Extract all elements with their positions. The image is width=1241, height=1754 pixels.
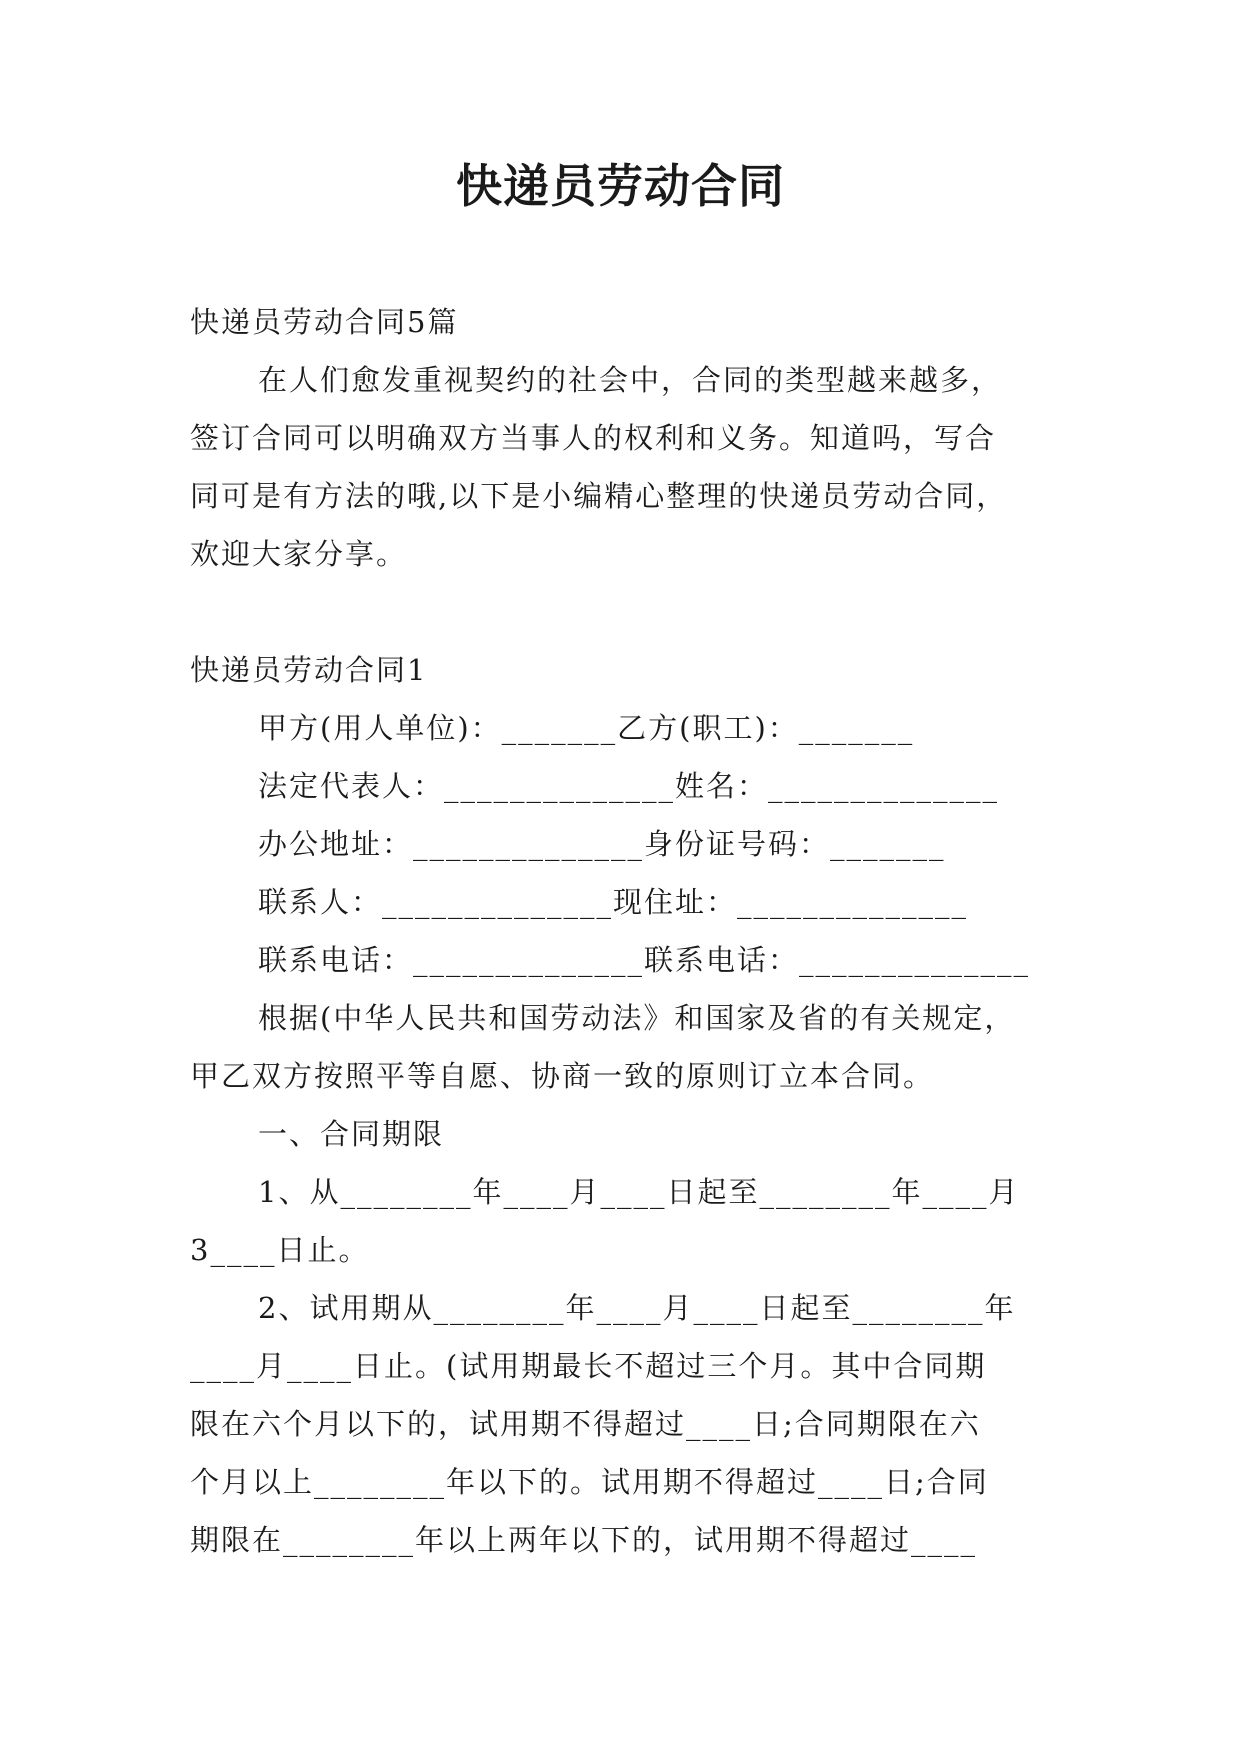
clause-line: 期限在________年以上两年以下的，试用期不得超过____	[190, 1523, 978, 1557]
clause-line: 3____日止。	[190, 1233, 370, 1267]
clause-line: 个月以上________年以下的。试用期不得超过____日;合同	[190, 1465, 989, 1499]
party-line: 联系电话：______________联系电话：______________	[258, 943, 1031, 977]
clause-line: 限在六个月以下的，试用期不得超过____日;合同期限在六	[190, 1407, 981, 1441]
document-subtitle: 快递员劳动合同5篇	[190, 305, 459, 339]
party-line: 联系人：______________现住址：______________	[258, 885, 969, 919]
intro-line: 欢迎大家分享。	[190, 537, 408, 571]
section-heading: 快递员劳动合同1	[190, 653, 428, 687]
clause-line: 1、从________年____月____日起至________年____月	[258, 1175, 1020, 1209]
intro-line: 在人们愈发重视契约的社会中，合同的类型越来越多，	[258, 363, 1003, 397]
party-line: 甲方(用人单位)：_______乙方(职工)：_______	[258, 711, 915, 745]
document-body	[190, 293, 1060, 1569]
spacer	[190, 583, 1060, 641]
document-title: 快递员劳动合同	[456, 159, 785, 213]
party-line: 法定代表人：______________姓名：______________	[258, 769, 1000, 803]
basis-line: 根据(中华人民共和国劳动法》和国家及省的有关规定，	[258, 1001, 1016, 1035]
basis-line: 甲乙双方按照平等自愿、协商一致的原则订立本合同。	[190, 1059, 935, 1093]
clause-line: ____月____日止。(试用期最长不超过三个月。其中合同期	[190, 1349, 987, 1383]
clause-heading: 一、合同期限	[258, 1117, 445, 1151]
intro-line: 签订合同可以明确双方当事人的权利和义务。知道吗，写合	[190, 421, 997, 455]
intro-line: 同可是有方法的哦,以下是小编精心整理的快递员劳动合同，	[190, 479, 1008, 513]
party-line: 办公地址：______________身份证号码：_______	[258, 827, 946, 861]
clause-line: 2、试用期从________年____月____日起至________年	[258, 1291, 1016, 1325]
